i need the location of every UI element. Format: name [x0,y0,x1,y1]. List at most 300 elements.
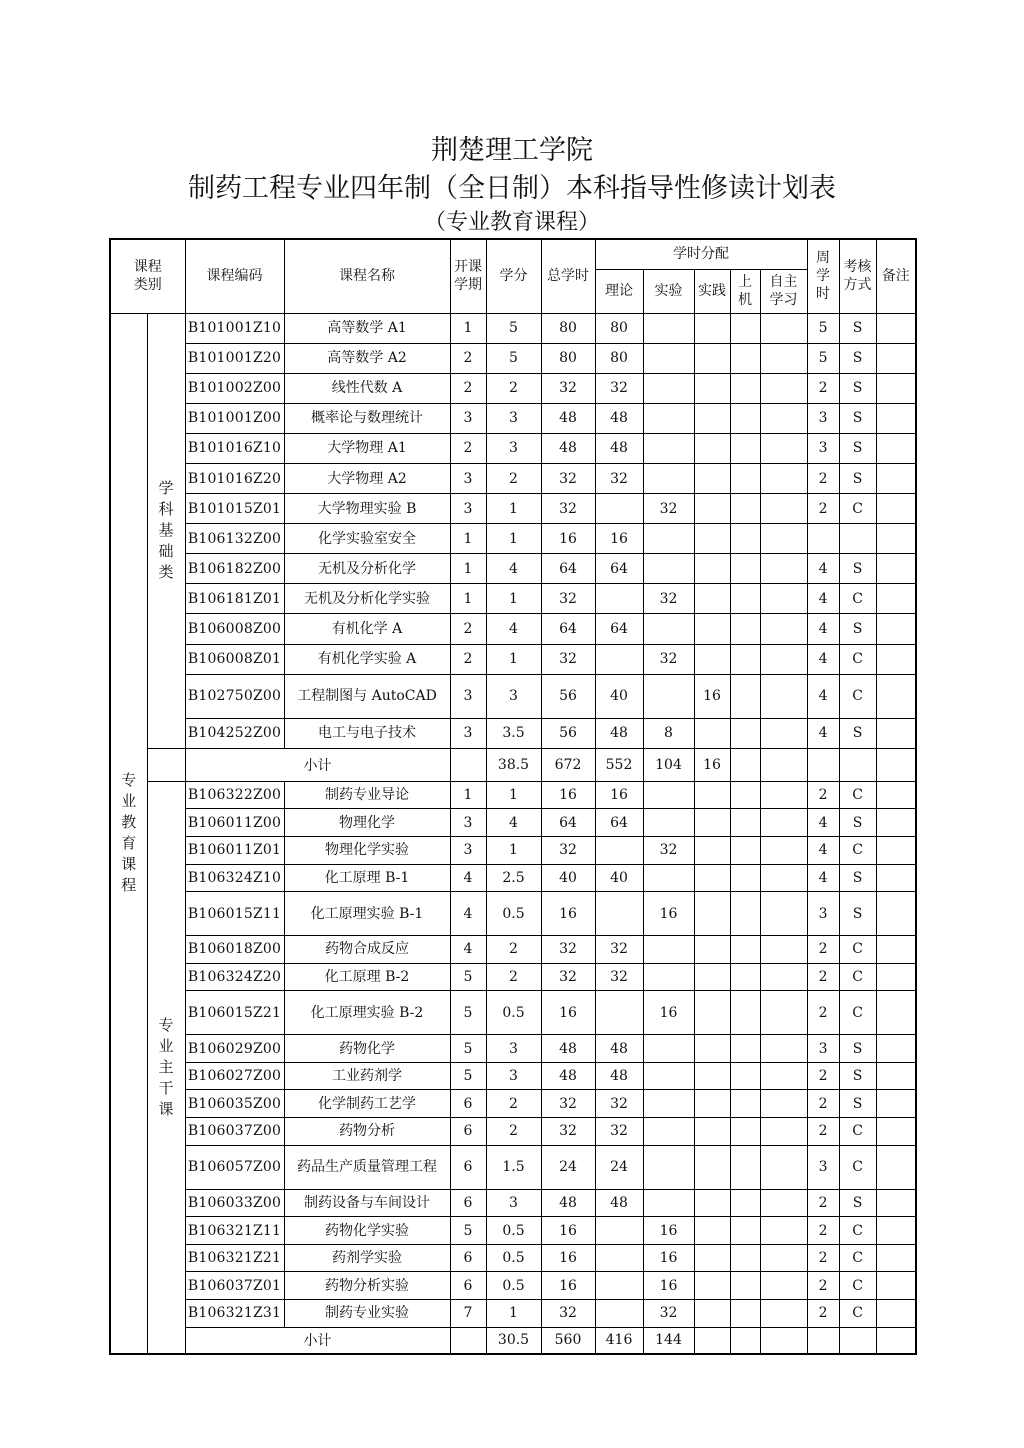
experiment-hours-cell [643,864,694,892]
total-hours-cell: 64 [541,614,595,644]
self-study-cell [760,864,807,892]
table-row [110,373,916,403]
course-name-cell: 药剂学实验 [284,1244,450,1272]
credit-cell: 5 [486,343,541,373]
header-name: 课程名称 [284,239,450,313]
computer-hours-cell [730,494,760,524]
exam-method-cell: S [839,1062,876,1090]
total-hours-cell: 16 [541,1217,595,1245]
semester-cell: 4 [450,936,486,964]
self-study-cell [760,936,807,964]
exam-method-cell: C [839,1272,876,1300]
weekly-hours-cell [807,524,839,554]
category-discipline-foundation-label: 学科基础类 [158,479,174,582]
total-hours-cell: 32 [541,584,595,614]
total-hours-cell: 80 [541,343,595,373]
self-study-cell [760,554,807,584]
header-credit: 学分 [486,239,541,313]
self-study-cell [760,433,807,463]
experiment-hours-cell: 32 [643,836,694,864]
weekly-hours-cell: 2 [807,1300,839,1328]
experiment-hours-cell: 16 [643,892,694,936]
remark-cell [876,1035,916,1063]
table-row [110,463,916,493]
category-professional-education-label: 专业教育课程 [121,771,137,895]
computer-hours-cell [730,718,760,748]
theory-hours-cell [595,1300,643,1328]
experiment-hours-cell [643,1189,694,1217]
table-row [110,892,916,936]
course-name-cell: 工程制图与 AutoCAD [284,674,450,718]
theory-hours-cell: 48 [595,1062,643,1090]
credit-cell: 1 [486,494,541,524]
semester-cell: 1 [450,313,486,343]
exam-method-cell: C [839,1300,876,1328]
semester-cell: 3 [450,809,486,837]
credit-cell: 2 [486,936,541,964]
exam-method-cell: S [839,1090,876,1118]
course-name-cell: 制药专业实验 [284,1300,450,1328]
subtotal-row [110,748,916,781]
course-name-cell: 线性代数 A [284,373,450,403]
computer-hours-cell [730,1118,760,1146]
credit-cell: 4 [486,554,541,584]
experiment-hours-cell [643,614,694,644]
total-hours-cell: 32 [541,644,595,674]
self-study-cell [760,1062,807,1090]
credit-cell: 2 [486,963,541,991]
practice-hours-cell [694,403,730,433]
experiment-hours-cell [643,1145,694,1189]
table-row [110,718,916,748]
practice-hours-cell [694,1244,730,1272]
credit-cell: 2 [486,463,541,493]
exam-method-cell: C [839,1145,876,1189]
course-name-cell: 大学物理实验 B [284,494,450,524]
computer-hours-cell [730,1244,760,1272]
course-name-cell: 药物化学实验 [284,1217,450,1245]
semester-cell: 2 [450,373,486,403]
self-study-cell [760,403,807,433]
remark-cell [876,554,916,584]
subtotal-computer-hours-cell [730,1327,760,1354]
course-name-cell: 物理化学实验 [284,836,450,864]
course-code-cell: B104252Z00 [185,718,284,748]
remark-cell [876,313,916,343]
theory-hours-cell: 40 [595,864,643,892]
table-row [110,1062,916,1090]
exam-method-cell: C [839,1118,876,1146]
practice-hours-cell [694,584,730,614]
weekly-hours-cell: 4 [807,614,839,644]
semester-cell: 3 [450,403,486,433]
total-hours-cell: 48 [541,403,595,433]
total-hours-cell: 80 [541,313,595,343]
remark-cell [876,343,916,373]
course-code-cell: B101001Z20 [185,343,284,373]
course-code-cell: B101016Z20 [185,463,284,493]
header-hour-allocation: 学时分配 [595,239,807,269]
weekly-hours-cell: 2 [807,936,839,964]
self-study-cell [760,584,807,614]
semester-cell: 5 [450,1035,486,1063]
table-row [110,1300,916,1328]
remark-cell [876,1062,916,1090]
remark-cell [876,614,916,644]
remark-cell [876,1118,916,1146]
remark-cell [876,1217,916,1245]
total-hours-cell: 16 [541,1244,595,1272]
course-name-cell: 高等数学 A1 [284,313,450,343]
category-core-courses [147,781,185,1354]
table-row [110,343,916,373]
weekly-hours-cell: 2 [807,1189,839,1217]
course-code-cell: B106037Z00 [185,1118,284,1146]
theory-hours-cell [595,494,643,524]
computer-hours-cell [730,963,760,991]
self-study-cell [760,674,807,718]
semester-cell: 2 [450,644,486,674]
course-code-cell: B106324Z20 [185,963,284,991]
remark-cell [876,1272,916,1300]
self-study-cell [760,892,807,936]
exam-method-cell: C [839,674,876,718]
self-study-cell [760,1217,807,1245]
weekly-hours-cell: 2 [807,494,839,524]
total-hours-cell: 32 [541,836,595,864]
computer-hours-cell [730,1090,760,1118]
subtotal-remark-cell [876,748,916,781]
weekly-hours-cell: 4 [807,674,839,718]
semester-cell: 1 [450,524,486,554]
course-code-cell: B106011Z01 [185,836,284,864]
total-hours-cell: 32 [541,963,595,991]
weekly-hours-cell: 2 [807,1062,839,1090]
subtotal-experiment-hours-cell: 144 [643,1327,694,1354]
total-hours-cell: 48 [541,1189,595,1217]
practice-hours-cell [694,1090,730,1118]
semester-cell: 1 [450,584,486,614]
header-remark: 备注 [876,239,916,313]
subtotal-experiment-hours-cell: 104 [643,748,694,781]
course-code-cell: B106324Z10 [185,864,284,892]
exam-method-cell: S [839,433,876,463]
semester-cell: 6 [450,1244,486,1272]
weekly-hours-cell: 2 [807,373,839,403]
remark-cell [876,1244,916,1272]
semester-cell: 1 [450,554,486,584]
course-name-cell: 药品生产质量管理工程 [284,1145,450,1189]
total-hours-cell: 32 [541,494,595,524]
course-name-cell: 有机化学 A [284,614,450,644]
theory-hours-cell: 32 [595,373,643,403]
theory-hours-cell: 48 [595,1035,643,1063]
self-study-cell [760,1090,807,1118]
semester-cell: 6 [450,1090,486,1118]
course-code-cell: B106321Z21 [185,1244,284,1272]
course-name-cell: 无机及分析化学 [284,554,450,584]
weekly-hours-cell: 3 [807,403,839,433]
self-study-cell [760,1189,807,1217]
exam-method-cell: S [839,892,876,936]
practice-hours-cell [694,343,730,373]
total-hours-cell: 64 [541,554,595,584]
self-study-cell [760,1244,807,1272]
experiment-hours-cell: 16 [643,991,694,1035]
course-code-cell: B106008Z01 [185,644,284,674]
practice-hours-cell [694,809,730,837]
self-study-cell [760,524,807,554]
table-row [110,1145,916,1189]
theory-hours-cell: 16 [595,524,643,554]
experiment-hours-cell: 16 [643,1244,694,1272]
semester-cell: 6 [450,1145,486,1189]
remark-cell [876,836,916,864]
course-code-cell: B106015Z11 [185,892,284,936]
table-row [110,781,916,809]
experiment-hours-cell: 16 [643,1217,694,1245]
course-name-cell: 电工与电子技术 [284,718,450,748]
subtotal-weekly-hours-cell [807,748,839,781]
practice-hours-cell [694,836,730,864]
weekly-hours-cell: 4 [807,864,839,892]
exam-method-cell: S [839,554,876,584]
total-hours-cell: 48 [541,433,595,463]
credit-cell: 1 [486,1300,541,1328]
credit-cell: 3 [486,674,541,718]
total-hours-cell: 32 [541,1090,595,1118]
subtotal-self-study-cell [760,748,807,781]
total-hours-cell: 56 [541,674,595,718]
remark-cell [876,809,916,837]
course-code-cell: B106132Z00 [185,524,284,554]
subtotal-semester-cell [450,748,486,781]
table-row [110,864,916,892]
subtotal-theory-hours-cell: 552 [595,748,643,781]
theory-hours-cell: 64 [595,554,643,584]
exam-method-cell: C [839,991,876,1035]
table-row [110,1272,916,1300]
total-hours-cell: 56 [541,718,595,748]
course-code-cell: B106018Z00 [185,936,284,964]
computer-hours-cell [730,1300,760,1328]
self-study-cell [760,836,807,864]
header-category: 课程类别 [110,239,185,313]
practice-hours-cell [694,892,730,936]
course-code-cell: B106035Z00 [185,1090,284,1118]
course-name-cell: 有机化学实验 A [284,644,450,674]
table-row [110,1244,916,1272]
self-study-cell [760,313,807,343]
weekly-hours-cell: 2 [807,1272,839,1300]
course-name-cell: 药物分析 [284,1118,450,1146]
header-practice: 实践 [694,269,730,313]
total-hours-cell: 16 [541,991,595,1035]
theory-hours-cell: 48 [595,403,643,433]
semester-cell: 5 [450,1217,486,1245]
credit-cell: 1.5 [486,1145,541,1189]
self-study-cell [760,373,807,403]
semester-cell: 5 [450,963,486,991]
credit-cell: 0.5 [486,1217,541,1245]
practice-hours-cell [694,1217,730,1245]
exam-method-cell: C [839,1244,876,1272]
table-row [110,1217,916,1245]
practice-hours-cell [694,781,730,809]
credit-cell: 1 [486,524,541,554]
computer-hours-cell [730,1035,760,1063]
course-name-cell: 化工原理实验 B-1 [284,892,450,936]
course-name-cell: 化工原理实验 B-2 [284,991,450,1035]
theory-hours-cell: 64 [595,614,643,644]
table-row [110,403,916,433]
total-hours-cell: 16 [541,892,595,936]
practice-hours-cell [694,554,730,584]
computer-hours-cell [730,584,760,614]
remark-cell [876,1145,916,1189]
weekly-hours-cell: 5 [807,343,839,373]
credit-cell: 3 [486,1062,541,1090]
computer-hours-cell [730,1062,760,1090]
theory-hours-cell: 40 [595,674,643,718]
table-row [110,1090,916,1118]
table-row [110,584,916,614]
course-code-cell: B106029Z00 [185,1035,284,1063]
course-name-cell: 化工原理 B-1 [284,864,450,892]
table-row [110,614,916,644]
weekly-hours-cell: 2 [807,963,839,991]
experiment-hours-cell [643,936,694,964]
category-core-courses-label: 专业主干课 [158,1015,174,1118]
course-code-cell: B106027Z00 [185,1062,284,1090]
total-hours-cell: 48 [541,1062,595,1090]
theory-hours-cell: 80 [595,313,643,343]
course-name-cell: 制药设备与车间设计 [284,1189,450,1217]
course-code-cell: B106181Z01 [185,584,284,614]
computer-hours-cell [730,1189,760,1217]
total-hours-cell: 64 [541,809,595,837]
course-name-cell: 无机及分析化学实验 [284,584,450,614]
course-name-cell: 物理化学 [284,809,450,837]
subtotal-self-study-cell [760,1327,807,1354]
course-code-cell: B106321Z11 [185,1217,284,1245]
computer-hours-cell [730,313,760,343]
practice-hours-cell [694,864,730,892]
total-hours-cell: 40 [541,864,595,892]
weekly-hours-cell: 2 [807,1118,839,1146]
experiment-hours-cell [643,343,694,373]
experiment-hours-cell [643,1035,694,1063]
category-professional-education [110,313,147,1354]
practice-hours-cell: 16 [694,674,730,718]
weekly-hours-cell: 4 [807,836,839,864]
table-row [110,963,916,991]
subtotal-blank-cell [147,748,185,781]
exam-method-cell [839,524,876,554]
practice-hours-cell [694,936,730,964]
theory-hours-cell [595,1272,643,1300]
remark-cell [876,718,916,748]
school-title: 荆楚理工学院 [431,135,593,166]
course-code-cell: B106057Z00 [185,1145,284,1189]
weekly-hours-cell: 4 [807,644,839,674]
experiment-hours-cell [643,1062,694,1090]
exam-method-cell: S [839,614,876,644]
header-weekly-hours: 周学时 [807,239,839,313]
remark-cell [876,584,916,614]
table-row [110,1189,916,1217]
self-study-cell [760,1118,807,1146]
table-row [110,1118,916,1146]
computer-hours-cell [730,644,760,674]
experiment-hours-cell [643,463,694,493]
exam-method-cell: S [839,864,876,892]
course-name-cell: 药物合成反应 [284,936,450,964]
table-row [110,991,916,1035]
credit-cell: 5 [486,313,541,343]
theory-hours-cell: 32 [595,463,643,493]
subtotal-computer-hours-cell [730,748,760,781]
theory-hours-cell: 48 [595,718,643,748]
table-row [110,554,916,584]
table-row [110,313,916,343]
exam-method-cell: S [839,373,876,403]
exam-method-cell: C [839,963,876,991]
experiment-hours-cell [643,963,694,991]
semester-cell: 2 [450,614,486,644]
total-hours-cell: 16 [541,1272,595,1300]
theory-hours-cell [595,584,643,614]
semester-cell: 6 [450,1118,486,1146]
weekly-hours-cell: 4 [807,554,839,584]
theory-hours-cell [595,644,643,674]
computer-hours-cell [730,524,760,554]
self-study-cell [760,1035,807,1063]
experiment-hours-cell [643,403,694,433]
course-name-cell: 概率论与数理统计 [284,403,450,433]
self-study-cell [760,1300,807,1328]
exam-method-cell: S [839,809,876,837]
header-exam-method: 考核方式 [839,239,876,313]
course-code-cell: B106015Z21 [185,991,284,1035]
practice-hours-cell [694,1118,730,1146]
credit-cell: 3 [486,1189,541,1217]
exam-method-cell: C [839,781,876,809]
subtotal-label: 小计 [185,1327,450,1354]
experiment-hours-cell: 32 [643,584,694,614]
total-hours-cell: 16 [541,524,595,554]
semester-cell: 3 [450,494,486,524]
weekly-hours-cell: 2 [807,1244,839,1272]
total-hours-cell: 24 [541,1145,595,1189]
exam-method-cell: C [839,1217,876,1245]
table-row [110,494,916,524]
table-row [110,836,916,864]
practice-hours-cell [694,1272,730,1300]
total-hours-cell: 32 [541,1300,595,1328]
course-code-cell: B106011Z00 [185,809,284,837]
course-name-cell: 高等数学 A2 [284,343,450,373]
computer-hours-cell [730,991,760,1035]
subtotal-label: 小计 [185,748,450,781]
computer-hours-cell [730,614,760,644]
experiment-hours-cell: 8 [643,718,694,748]
credit-cell: 4 [486,614,541,644]
self-study-cell [760,1145,807,1189]
theory-hours-cell [595,1244,643,1272]
header-semester: 开课学期 [450,239,486,313]
credit-cell: 3.5 [486,718,541,748]
